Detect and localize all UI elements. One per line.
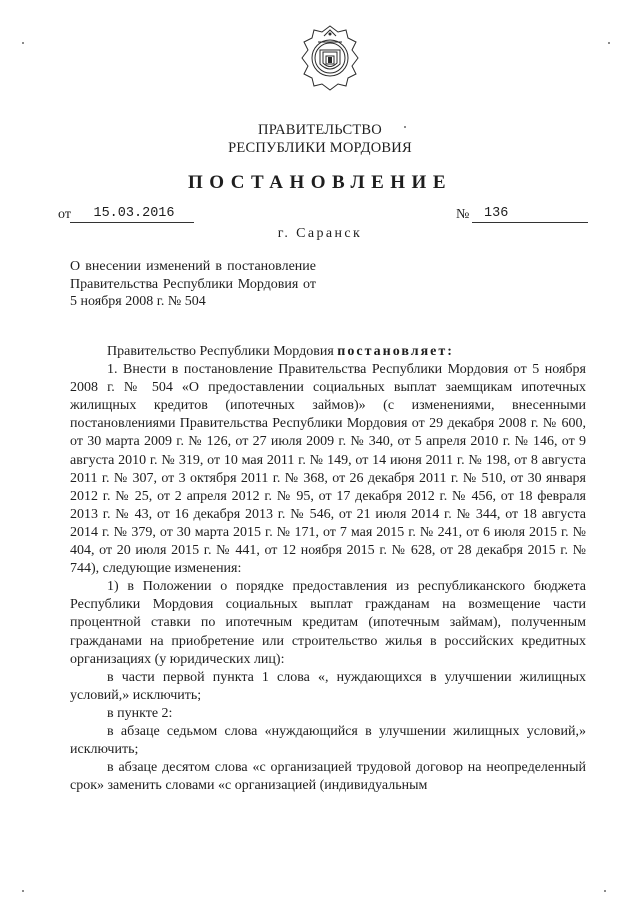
coat-of-arms-emblem (298, 22, 362, 94)
scan-speck (608, 42, 610, 44)
document-number: 136 (484, 206, 509, 221)
paragraph: в пункте 2: (107, 705, 173, 721)
document-date: 15.03.2016 (93, 206, 175, 221)
city-name: г. Саранск (277, 226, 363, 241)
scan-speck (22, 890, 24, 892)
paragraph: в абзаце десятом слова «с организацией трудовой договор на неопределенный срок» заменить словами «с организацией (индивидуальным (70, 760, 586, 794)
date-prefix: от (58, 207, 71, 222)
number-prefix: № (456, 207, 470, 222)
document-subject: О внесении изменений в постановление Правительства Республики Мордовия от 5 ноября 2008 г. № 504 (70, 259, 316, 309)
document-type-title: ПОСТАНОВЛЕНИЕ (187, 172, 453, 193)
organization-name-line2: РЕСПУБЛИКИ МОРДОВИЯ (228, 140, 412, 156)
preamble-text: Правительство Республики Мордовия (107, 344, 338, 359)
document-body (70, 343, 586, 795)
scan-speck (604, 890, 606, 892)
preamble (70, 343, 586, 361)
scan-speck (404, 126, 406, 128)
organization-name-line1: ПРАВИТЕЛЬСТВО (258, 122, 382, 138)
date-underline (70, 222, 194, 223)
paragraph: в абзаце седьмом слова «нуждающийся в улучшении жилищных условий,» исключить; (70, 723, 586, 758)
scan-speck (22, 42, 24, 44)
number-underline (472, 222, 588, 223)
paragraph: в части первой пункта 1 слова «, нуждающихся в улучшении жилищных условий,» исключить; (70, 669, 586, 703)
paragraph: 1. Внести в постановление Правительства Республики Мордовия от 5 ноября 2008 г. № 504 «О предоставлении социальных выплат заемщикам ипотечных жилищных кредитов (ипотечных займов)» (с изменениями, внесенными постановлениями Правительства Республики Мордовия от 29 декабря 2008 г. № 600, от 30 марта 2009 г. № 126, от 27 июля 2009 г. № 340, от 5 апреля 2010 г. № 146, от 9 августа 2010 г. № 319, от 10 мая 2011 г. № 149, от 14 июня 2011 г. № 198, от 8 августа 2011 г. № 307, от 3 октября 2011 г. № 368, от 26 декабря 2011 г. № 510, от 30 января 2012 г. № 25, от 2 апреля 2012 г. № 95, от 17 декабря 2012 г. № 456, от 18 февраля 2013 г. № 43, от 16 декабря 2013 г. № 546, от 21 июля 2014 г. № 344, от 18 августа 2014 г. № 379, от 30 марта 2015 г. № 171, от 7 мая 2015 г. № 241, от 6 июля 2015 г. № 404, от 20 июля 2015 г. № 441, от 12 ноября 2015 г. № 628, от 28 декабря 2015 г. № 744), следующие изменения: (70, 362, 586, 577)
paragraph: 1) в Положении о порядке предоставления из республиканского бюджета Республики Мордовия социальных выплат гражданам на возмещение части процентной ставки по ипотечным кредитам (ипотечным займам), полученным гражданами на приобретение или строительство жилья в российских кредитных организациях (у юридических лиц): (70, 579, 586, 667)
preamble-verb: постановляет: (337, 344, 454, 359)
